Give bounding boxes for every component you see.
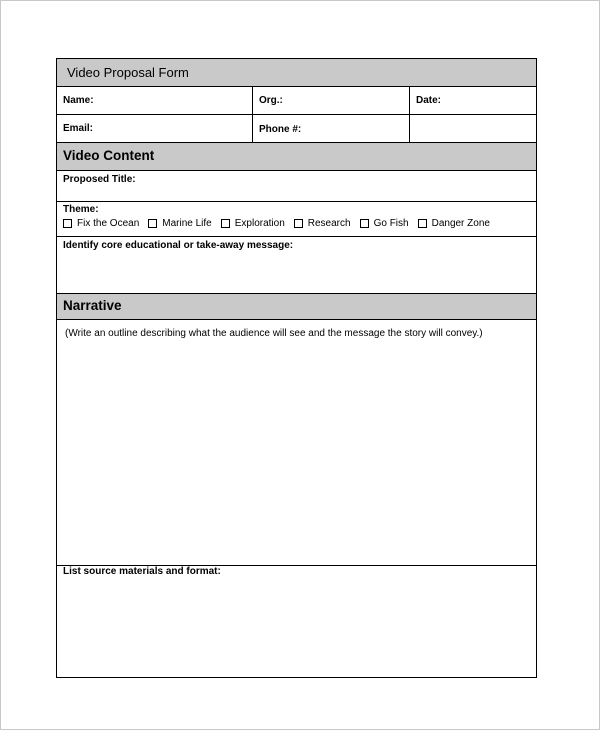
theme-option-research[interactable] — [294, 218, 351, 229]
source-materials-field[interactable] — [57, 566, 536, 677]
org-label: Org.: — [259, 95, 283, 106]
core-message-field[interactable] — [57, 237, 536, 294]
contact-row-2 — [57, 115, 536, 143]
proposed-title-field[interactable] — [57, 171, 536, 202]
video-proposal-form — [56, 58, 537, 678]
core-message-label: Identify core educational or take-away message: — [63, 240, 294, 251]
org-field[interactable] — [252, 87, 409, 114]
theme-option-label: Exploration — [234, 218, 285, 229]
video-content-header — [57, 143, 536, 171]
theme-option-label: Fix the Ocean — [77, 218, 140, 229]
theme-option-label: Research — [307, 218, 351, 229]
theme-option-danger-zone[interactable] — [418, 218, 490, 229]
narrative-field[interactable] — [57, 320, 536, 566]
theme-options — [63, 218, 499, 229]
checkbox[interactable] — [294, 219, 303, 228]
theme-option-exploration[interactable] — [221, 218, 285, 229]
source-materials-label: List source materials and format: — [63, 566, 221, 577]
checkbox[interactable] — [63, 219, 72, 228]
phone-label: Phone #: — [259, 124, 302, 135]
checkbox[interactable] — [148, 219, 157, 228]
theme-option-label: Go Fish — [373, 218, 409, 229]
date-field[interactable] — [409, 87, 536, 114]
theme-option-label: Danger Zone — [431, 218, 490, 229]
proposed-title-label: Proposed Title: — [63, 174, 136, 185]
checkbox[interactable] — [360, 219, 369, 228]
date-label: Date: — [416, 95, 442, 106]
theme-row — [57, 202, 536, 237]
email-label: Email: — [63, 123, 94, 134]
checkbox[interactable] — [221, 219, 230, 228]
checkbox[interactable] — [418, 219, 427, 228]
theme-option-go-fish[interactable] — [360, 218, 409, 229]
theme-option-label: Marine Life — [162, 218, 212, 229]
theme-option-fix-the-ocean[interactable] — [63, 218, 139, 229]
narrative-header — [57, 294, 536, 320]
narrative-heading: Narrative — [63, 298, 122, 313]
video-content-heading: Video Content — [63, 148, 155, 163]
contact-row-1 — [57, 87, 536, 115]
theme-label: Theme: — [63, 204, 99, 215]
blank-field[interactable] — [409, 115, 536, 142]
form-title: Video Proposal Form — [67, 65, 189, 80]
name-label: Name: — [63, 95, 94, 106]
phone-field[interactable] — [252, 115, 409, 142]
form-title-row — [57, 59, 536, 87]
theme-option-marine-life[interactable] — [148, 218, 211, 229]
email-field[interactable] — [57, 115, 252, 142]
name-field[interactable] — [57, 87, 252, 114]
narrative-instruction: (Write an outline describing what the audience will see and the message the story will convey.) — [65, 328, 483, 339]
